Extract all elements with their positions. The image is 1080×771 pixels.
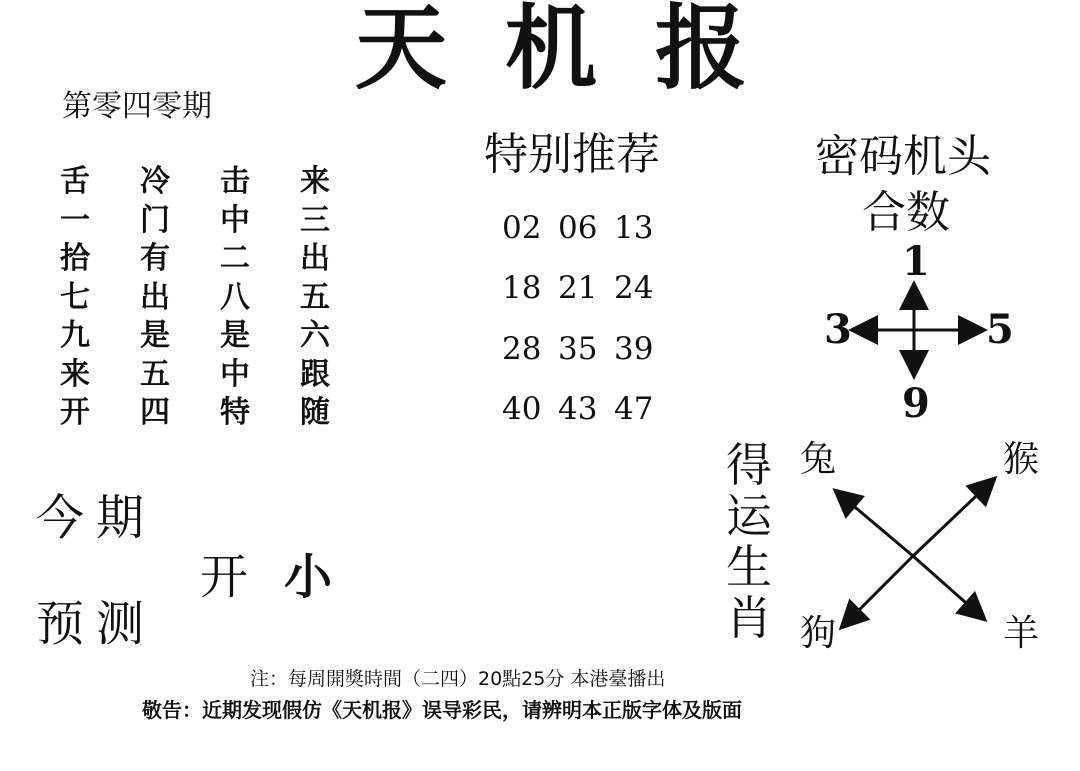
poem-char: 八 <box>220 279 250 315</box>
poem-char: 三 <box>300 202 330 238</box>
password-cross <box>820 238 1020 428</box>
password-left: 3 <box>824 306 852 353</box>
recommend-number: 13 <box>614 209 654 246</box>
poem-char: 来 <box>60 356 90 392</box>
poem-char: 七 <box>60 279 90 315</box>
password-top: 1 <box>902 238 930 285</box>
recommend-number: 02 <box>502 209 542 246</box>
recommend-number: 21 <box>558 270 598 307</box>
poem-char: 五 <box>300 279 330 315</box>
poem-char: 拾 <box>60 241 90 277</box>
password-bottom: 9 <box>902 380 930 427</box>
recommend-number: 06 <box>558 209 598 246</box>
recommend-number: 43 <box>558 391 598 428</box>
poem-row <box>60 202 380 241</box>
poem-char: 舌 <box>60 164 90 200</box>
poem-char: 出 <box>300 241 330 277</box>
poem-row <box>60 279 380 318</box>
poem-grid <box>60 163 380 433</box>
poem-row <box>60 317 380 356</box>
zodiac-cross <box>795 440 1055 660</box>
poem-char: 门 <box>140 202 170 238</box>
recommend-number: 24 <box>614 270 654 307</box>
poem-row <box>60 356 380 395</box>
poem-char: 是 <box>140 318 170 354</box>
password-subtitle: 合数 <box>862 187 950 238</box>
zodiac-top-right: 猴 <box>1003 439 1040 480</box>
number-row <box>502 198 670 259</box>
poem-char: 有 <box>140 241 170 277</box>
poem-char: 特 <box>220 395 250 431</box>
zodiac-bottom-right: 羊 <box>1003 613 1040 654</box>
warning-note: 敬告：近期发现假仿《天机报》误导彩民，请辨明本正版字体及版面 <box>142 698 742 722</box>
recommend-number: 35 <box>558 330 598 367</box>
poem-char: 来 <box>300 164 330 200</box>
poem-char: 中 <box>220 202 250 238</box>
number-row <box>502 380 670 441</box>
poem-row <box>60 240 380 279</box>
page-title: 天机报 <box>355 0 806 102</box>
number-row <box>502 319 670 380</box>
poem-char: 出 <box>140 279 170 315</box>
prediction-value: 小 <box>284 549 333 605</box>
poem-char: 六 <box>300 318 330 354</box>
poem-char: 跟 <box>300 356 330 392</box>
prediction-text: 开 <box>200 549 249 605</box>
poem-char: 随 <box>300 395 330 431</box>
zodiac-bottom-left: 狗 <box>800 613 837 654</box>
recommend-number: 47 <box>614 391 654 428</box>
prediction-result <box>200 549 333 605</box>
recommend-numbers <box>502 198 670 440</box>
password-title: 密码机头 <box>815 131 991 182</box>
number-row <box>502 259 670 320</box>
prediction-label-top: 今期 <box>36 490 157 546</box>
schedule-note: 注：每周開獎時間（二四）20點25分 本港臺播出 <box>250 668 666 690</box>
poem-char: 冷 <box>140 164 170 200</box>
recommend-number: 40 <box>502 391 542 428</box>
lucky-zodiac-title: 得运生肖 <box>726 438 772 645</box>
password-right: 5 <box>986 306 1014 353</box>
recommend-number: 18 <box>502 270 542 307</box>
poem-char: 九 <box>60 318 90 354</box>
recommend-title: 特别推荐 <box>484 129 660 180</box>
poem-char: 是 <box>220 318 250 354</box>
poem-char: 中 <box>220 356 250 392</box>
issue-number: 第零四零期 <box>62 89 212 124</box>
poem-char: 四 <box>140 395 170 431</box>
poem-char: 击 <box>220 164 250 200</box>
poem-char: 一 <box>60 202 90 238</box>
recommend-number: 39 <box>614 330 654 367</box>
poem-row <box>60 163 380 202</box>
poem-char: 二 <box>220 241 250 277</box>
poem-row <box>60 394 380 433</box>
recommend-number: 28 <box>502 330 542 367</box>
zodiac-top-left: 兔 <box>800 439 837 480</box>
poem-char: 开 <box>60 395 90 431</box>
poem-char: 五 <box>140 356 170 392</box>
prediction-label-bottom: 预测 <box>36 596 157 652</box>
